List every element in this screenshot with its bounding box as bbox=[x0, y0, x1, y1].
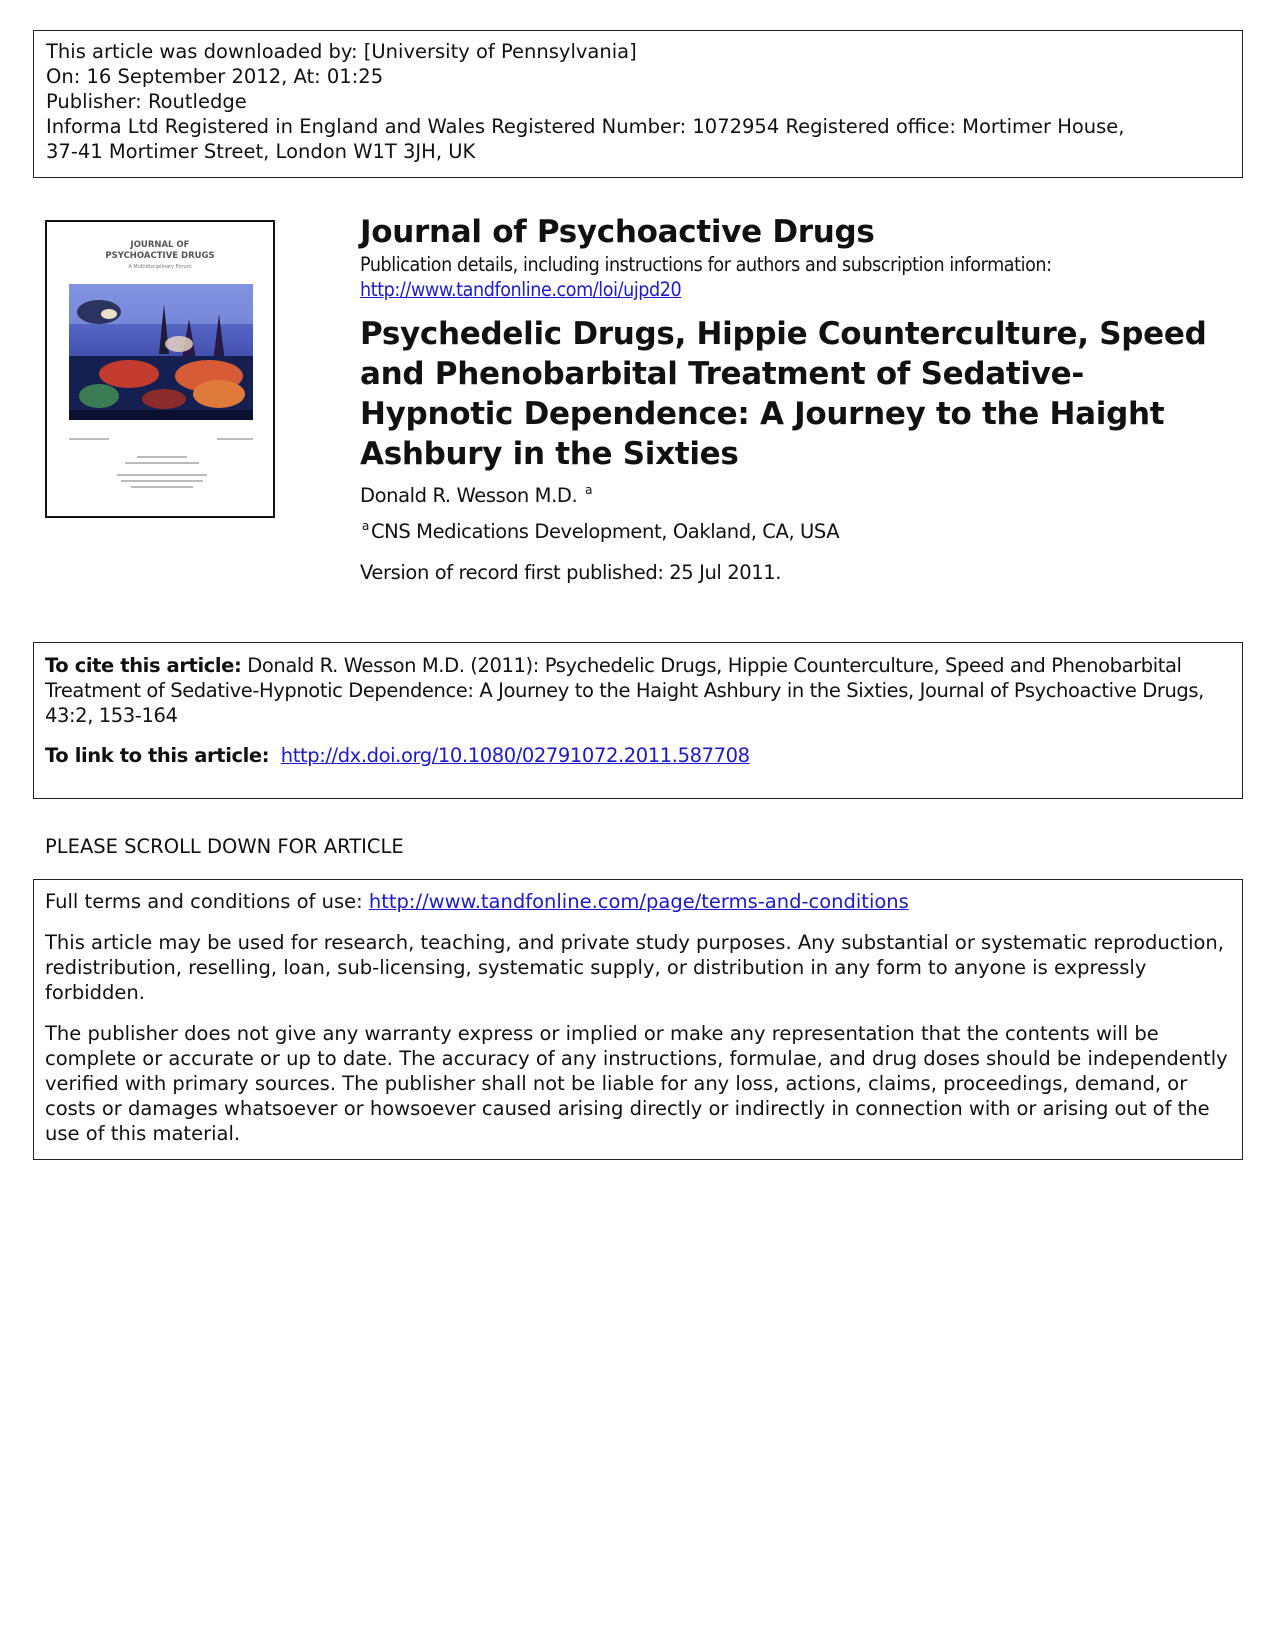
version-of-record: Version of record first published: 25 Jul 2011. bbox=[360, 561, 782, 584]
cover-decor-line bbox=[137, 456, 187, 458]
terms-line bbox=[45, 889, 1231, 914]
article-link-row bbox=[45, 743, 1231, 768]
cover-title-line2: PSYCHOACTIVE DRUGS bbox=[105, 251, 215, 261]
cover-artwork bbox=[69, 284, 253, 420]
author-line bbox=[360, 478, 1240, 508]
affiliation-text: CNS Medications Development, Oakland, CA, USA bbox=[370, 520, 840, 543]
link-label: To link to this article: bbox=[45, 744, 270, 767]
author-superscript: a bbox=[585, 483, 593, 497]
author-name: Donald R. Wesson M.D. bbox=[360, 484, 578, 507]
terms-paragraph-usage: This article may be used for research, teaching, and private study purposes. Any substantial or systematic reproduction, redistribution, reselling, loan, sub-licensing, systematic supply, or distribution in any form to anyone is expressly forbidden. bbox=[45, 931, 1224, 1004]
journal-title: Journal of Psychoactive Drugs bbox=[360, 214, 875, 250]
download-line-address: 37-41 Mortimer Street, London W1T 3JH, UK bbox=[46, 140, 476, 163]
cover-decor-line bbox=[217, 438, 253, 440]
affiliation-superscript: a bbox=[362, 519, 369, 533]
download-line-institution: This article was downloaded by: [University of Pennsylvania] bbox=[46, 40, 637, 63]
download-info-box bbox=[33, 30, 1243, 178]
download-line-date: On: 16 September 2012, At: 01:25 bbox=[46, 65, 384, 88]
publication-details bbox=[360, 252, 1240, 302]
cite-label: To cite this article: bbox=[45, 654, 242, 677]
cover-decor-line bbox=[131, 486, 193, 488]
cover-decor-line bbox=[69, 438, 109, 440]
terms-url-link[interactable]: http://www.tandfonline.com/page/terms-and-conditions bbox=[368, 890, 909, 913]
scroll-down-note: PLEASE SCROLL DOWN FOR ARTICLE bbox=[45, 835, 404, 858]
cover-title bbox=[47, 240, 273, 262]
journal-url-link[interactable]: http://www.tandfonline.com/loi/ujpd20 bbox=[360, 278, 682, 301]
citation-text bbox=[45, 653, 1231, 728]
article-header bbox=[360, 212, 1240, 585]
publication-details-text: Publication details, including instructions for authors and subscription information: bbox=[360, 253, 1052, 276]
journal-cover-image bbox=[45, 220, 275, 518]
doi-link[interactable]: http://dx.doi.org/10.1080/02791072.2011.587708 bbox=[280, 744, 750, 767]
affiliation-line bbox=[360, 514, 1240, 544]
cover-decor-line bbox=[117, 474, 207, 476]
terms-box bbox=[33, 879, 1243, 1160]
cover-decor-line bbox=[121, 480, 203, 482]
cover-title-line1: JOURNAL OF bbox=[130, 240, 190, 250]
terms-label: Full terms and conditions of use: bbox=[45, 890, 363, 913]
terms-paragraph-warranty: The publisher does not give any warranty express or implied or make any representation that the contents will be complete or accurate or up to date. The accuracy of any instructions, formulae, and drug doses should be independently verified with primary sources. The publisher shall not be liable for any loss, actions, claims, proceedings, demand, or costs or damages whatsoever or howsoever caused arising directly or indirectly in connection with or arising out of the use of this material. bbox=[45, 1022, 1228, 1145]
download-line-registration: Informa Ltd Registered in England and Wales Registered Number: 1072954 Registered office: Mortimer House, bbox=[46, 115, 1125, 138]
article-title: Psychedelic Drugs, Hippie Counterculture, Speed and Phenobarbital Treatment of Sedative-Hypnotic Dependence: A Journey to the Haight Ashbury in the Sixties bbox=[360, 316, 1207, 472]
cover-decor-line bbox=[125, 462, 199, 464]
download-line-publisher: Publisher: Routledge bbox=[46, 90, 247, 113]
cover-subtitle: A Multidisciplinary Forum bbox=[128, 264, 192, 270]
citation-box bbox=[33, 642, 1243, 799]
cite-body: Donald R. Wesson M.D. (2011): Psychedelic Drugs, Hippie Counterculture, Speed and Phenobarbital Treatment of Sedative-Hypnotic Dependence: A Journey to the Haight Ashbury in the Sixties, Journal of Psychoactive Drugs, 43:2, 153-164 bbox=[45, 654, 1204, 727]
